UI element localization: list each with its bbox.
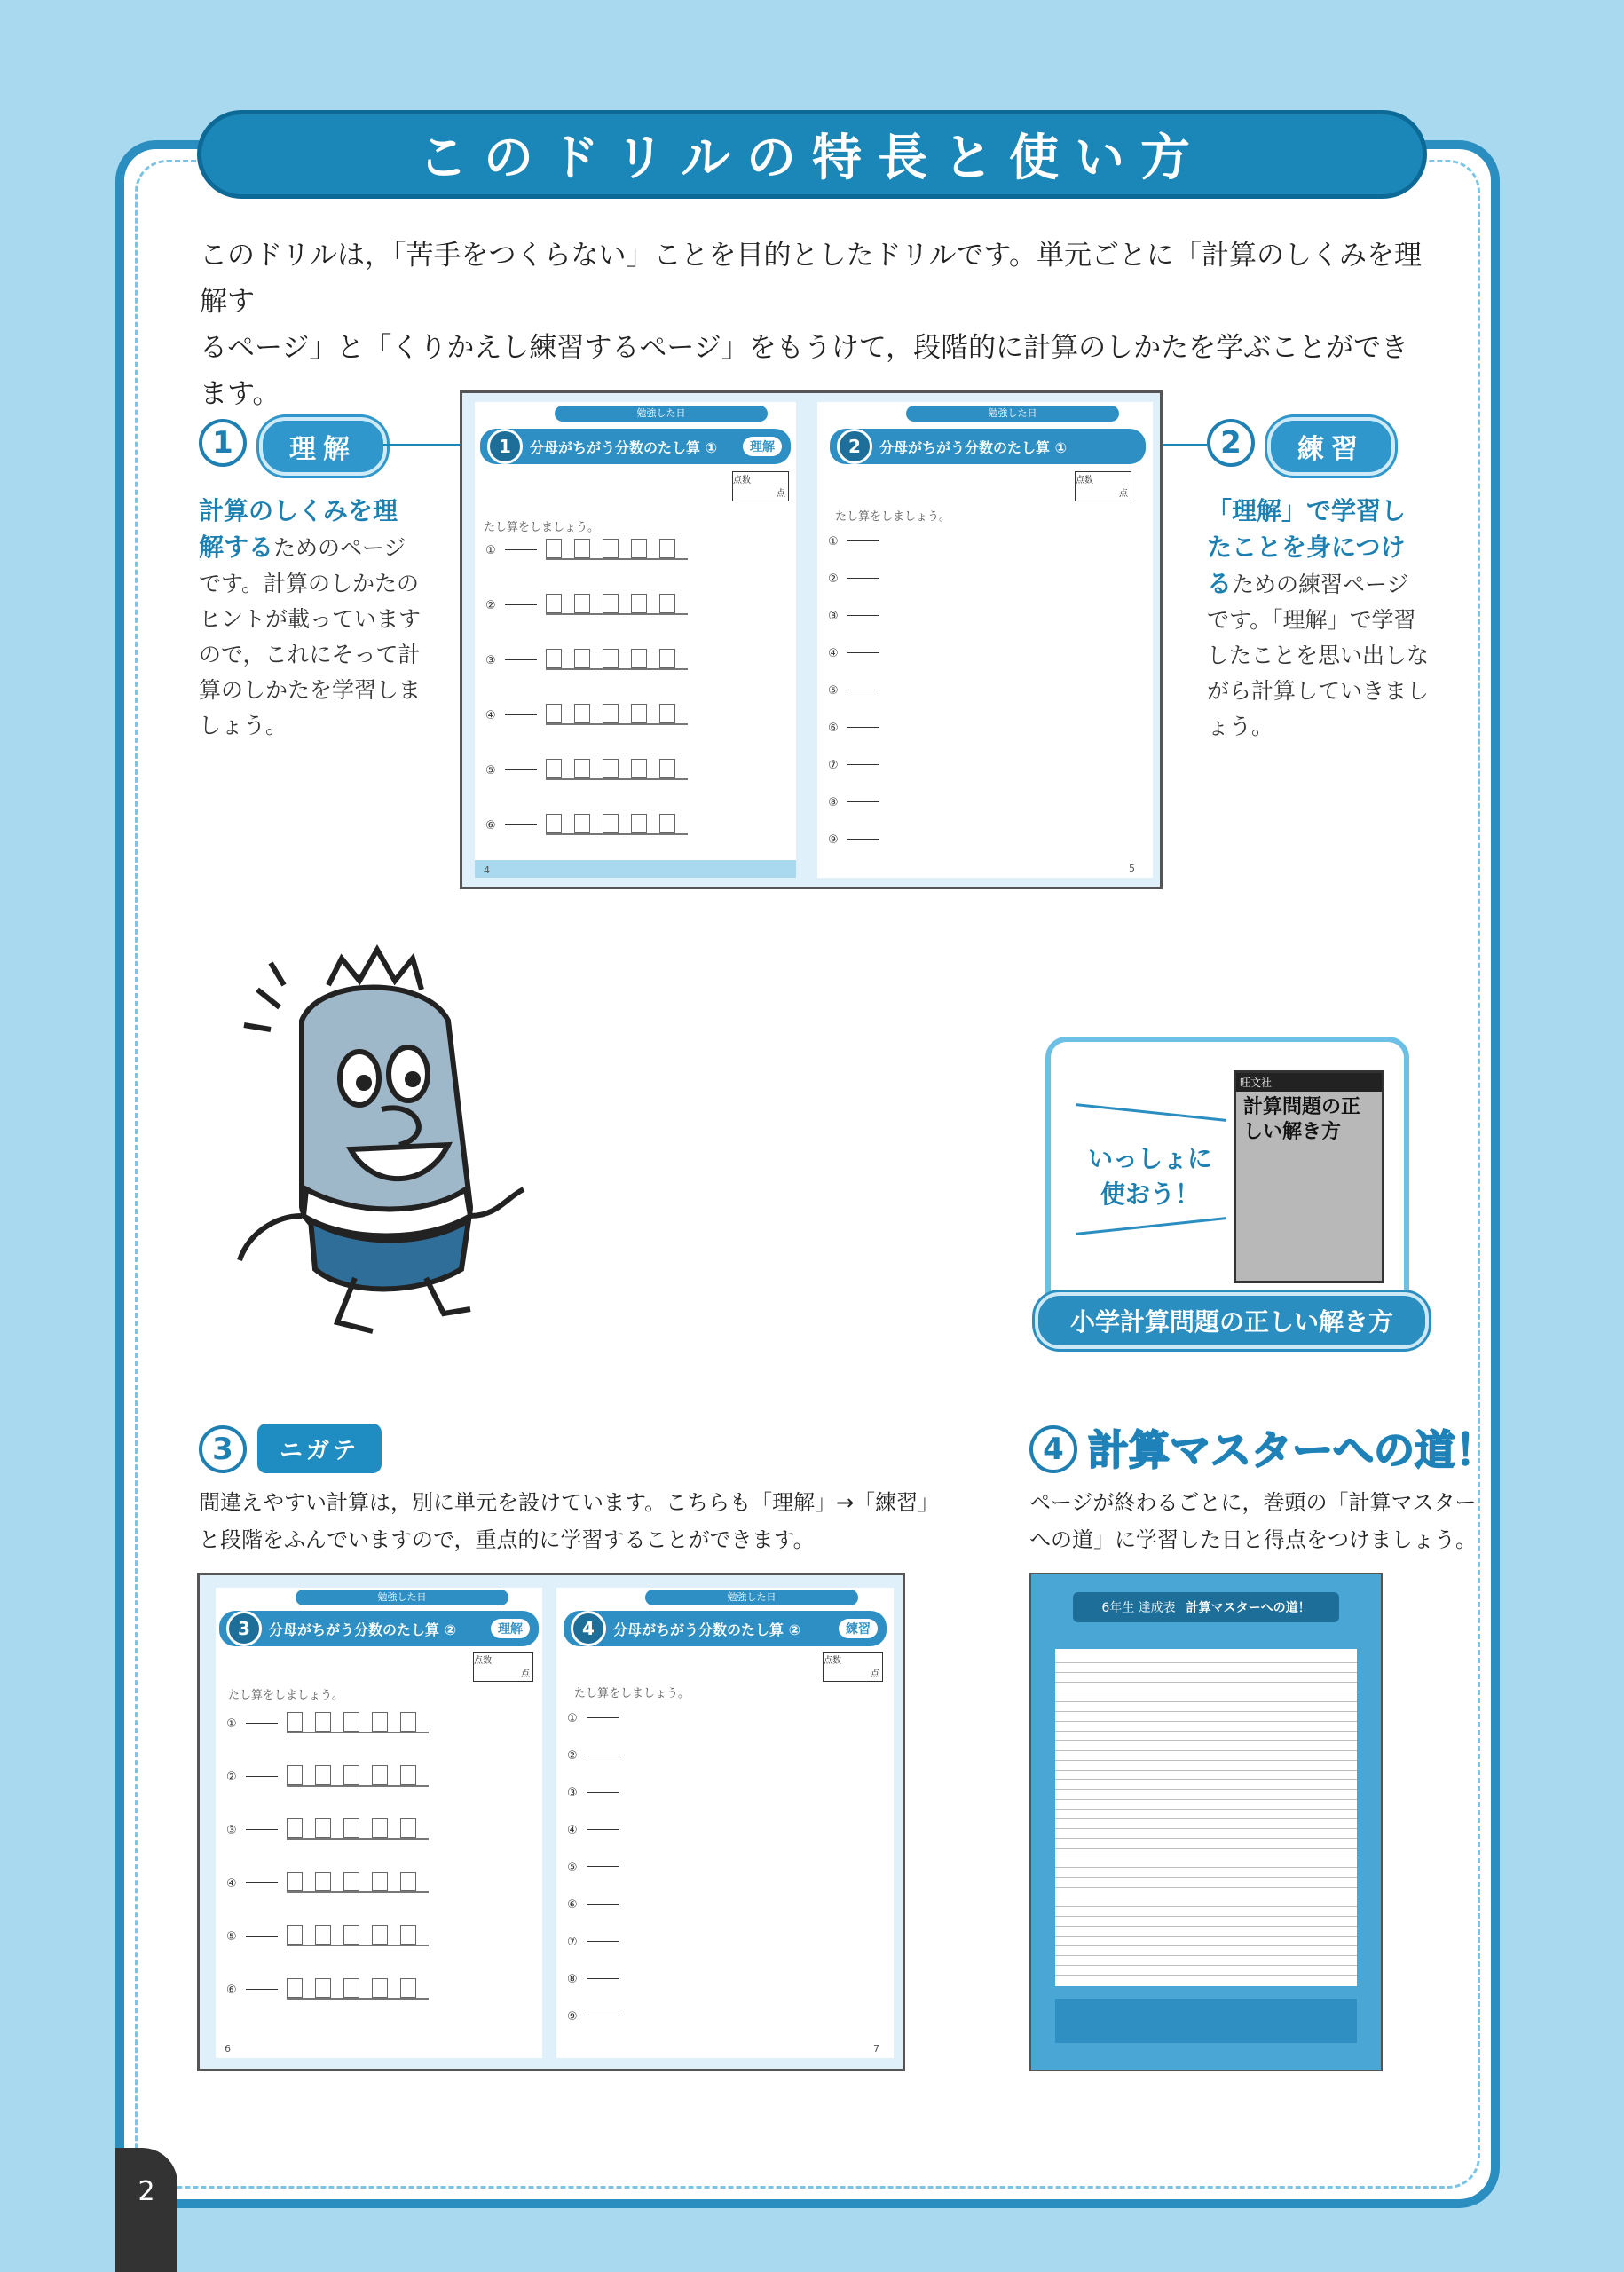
table-row-line [1055, 1887, 1357, 1888]
fraction-expression [505, 759, 540, 782]
fraction-expression [505, 704, 540, 727]
spread-1-right-page [817, 402, 1153, 878]
spread-1-left-header [480, 429, 791, 464]
section-4-description [1029, 1484, 1477, 1558]
fraction-expression [587, 1707, 622, 1730]
fraction-expression [587, 2005, 622, 2028]
table-row-line [1055, 1838, 1357, 1839]
section-2-desc-rest: ための練習ページです。「理解」で学習したことを思い出しながら計算していきましょう。 [1207, 572, 1430, 739]
fraction-expression [246, 1978, 281, 2001]
section-2-label: 練習 [1267, 417, 1395, 476]
section-3-label: ニガテ [257, 1424, 382, 1473]
fraction-expression [246, 1872, 281, 1895]
spread-1-left-title: 分母がちがう分数のたし算 ① [530, 438, 718, 456]
table-row-line [1055, 1877, 1357, 1878]
intro-line-1: このドリルは，「苦手をつくらない」ことを目的としたドリルです。単元ごとに「計算のしくみを理解す [200, 240, 1423, 318]
section-4-line2: への道」に学習した日と得点をつけましょう。 [1029, 1527, 1477, 1552]
fraction-expression [847, 716, 883, 739]
sample-spread-1 [460, 390, 1163, 889]
section-1-connector [383, 444, 472, 446]
promo-text-line2: 使おう！ [1100, 1179, 1200, 1209]
answer-boxes [546, 594, 688, 615]
fraction-expression [246, 1818, 281, 1842]
problem-number: ⑦ [828, 759, 839, 772]
spread-2-left-num: 3 [226, 1611, 262, 1646]
problem-number: ⑤ [828, 684, 839, 698]
answer-boxes [287, 1765, 429, 1787]
answer-boxes [287, 1978, 429, 2000]
problem-number: ⑧ [567, 1973, 578, 1986]
spread-2-left-score-box: 点数 点 [473, 1652, 533, 1682]
fraction-expression [505, 594, 540, 617]
spread-2-right-title: 分母がちがう分数のたし算 ② [613, 1621, 801, 1638]
promo-book-cover [1234, 1070, 1384, 1283]
fraction-expression [847, 567, 883, 590]
problem-number: ① [567, 1712, 578, 1725]
problem-number: ② [226, 1771, 237, 1784]
answer-boxes [287, 1872, 429, 1893]
problem-number: ⑥ [485, 819, 496, 832]
section-4-line1: ページが終わるごとに，巻頭の「計算マスター [1029, 1490, 1477, 1515]
table-row-line [1055, 1828, 1357, 1829]
spread-2-left-page [216, 1588, 542, 2058]
problem-number: ⑥ [226, 1984, 237, 1997]
table-row-line [1055, 1770, 1357, 1771]
spread-1-left-num: 1 [487, 429, 523, 464]
spread-2-left-tag: 理解 [491, 1619, 530, 1638]
table-row-line [1055, 1945, 1357, 1946]
table-row-line [1055, 1848, 1357, 1849]
sample-spread-2 [197, 1573, 905, 2071]
problem-number: ③ [828, 610, 839, 623]
section-1-description [199, 493, 421, 744]
fraction-expression [587, 1744, 622, 1767]
problem-number: ⑦ [567, 1936, 578, 1949]
fraction-expression [847, 679, 883, 702]
spread-1-right-instruction: たし算をしましょう。 [835, 510, 951, 524]
problem-number: ② [485, 599, 496, 612]
promo-book-title: 計算問題の正しい解き方 [1243, 1096, 1361, 1143]
spread-1-right-num: 2 [837, 429, 872, 464]
table-row-line [1055, 1936, 1357, 1937]
spread-1-left-page [475, 402, 796, 878]
problem-number: ⑥ [567, 1898, 578, 1912]
answer-boxes [546, 704, 688, 725]
table-row-line [1055, 1799, 1357, 1800]
master-chart-table [1055, 1649, 1357, 1986]
master-chart-header [1073, 1592, 1339, 1622]
fraction-expression [847, 642, 883, 665]
problem-number: ③ [567, 1787, 578, 1800]
fraction-expression [587, 1930, 622, 1953]
section-2-description [1207, 493, 1429, 745]
spread-1-left-instruction: たし算をしましょう。 [484, 521, 600, 534]
table-row-line [1055, 1916, 1357, 1917]
problem-number: ① [828, 535, 839, 548]
spread-1-right-page-no: 5 [1129, 863, 1135, 874]
problem-number: ④ [226, 1877, 237, 1890]
answer-boxes [546, 539, 688, 560]
spread-2-left-date-bar: 勉強した日 [296, 1590, 508, 1605]
problem-number: ③ [485, 654, 496, 667]
spread-1-right-header [830, 429, 1146, 464]
section-1-number: 1 [199, 419, 247, 467]
fraction-expression [246, 1765, 281, 1788]
fraction-expression [505, 649, 540, 672]
problem-number: ④ [485, 709, 496, 722]
spread-2-left-header [219, 1611, 539, 1646]
table-row-line [1055, 1760, 1357, 1761]
table-row-line [1055, 1721, 1357, 1722]
section-4-title: 計算マスターへの道！ [1088, 1426, 1496, 1474]
spread-2-left-instruction: たし算をしましょう。 [228, 1689, 344, 1702]
answer-boxes [287, 1818, 429, 1840]
problem-number: ① [226, 1717, 237, 1731]
spread-2-right-date-bar: 勉強した日 [645, 1590, 858, 1605]
master-chart-title: 計算マスターへの道！ [1186, 1601, 1311, 1615]
table-row-line [1055, 1789, 1357, 1790]
master-chart-thumbnail [1029, 1573, 1383, 2071]
spread-2-right-header [564, 1611, 887, 1646]
section-3-number: 3 [199, 1425, 247, 1473]
problem-number: ⑤ [485, 764, 496, 777]
table-row-line [1055, 1965, 1357, 1966]
spread-1-left-date-bar: 勉強した日 [555, 406, 768, 422]
fraction-expression [587, 1818, 622, 1842]
problem-number: ⑤ [567, 1861, 578, 1874]
problem-number: ② [567, 1749, 578, 1763]
section-1-label: 理解 [259, 417, 387, 476]
problem-number: ⑨ [828, 833, 839, 847]
fraction-expression [847, 791, 883, 814]
table-row-line [1055, 1701, 1357, 1702]
problem-number: ⑥ [828, 722, 839, 735]
spread-2-right-instruction: たし算をしましょう。 [574, 1687, 690, 1700]
answer-boxes [546, 649, 688, 670]
master-chart-footer [1055, 1999, 1357, 2043]
intro-line-2: るページ」と「くりかえし練習するページ」をもうけて，段階的に計算のしかたを学ぶことができます。 [200, 332, 1409, 410]
spread-2-right-num: 4 [571, 1611, 606, 1646]
section-3-line2: と段階をふんでいますので，重点的に学習することができます。 [199, 1527, 815, 1552]
table-row-line [1055, 1779, 1357, 1780]
table-row-line [1055, 1809, 1357, 1810]
table-row-line [1055, 1682, 1357, 1683]
spread-2-right-page-no: 7 [873, 2043, 879, 2055]
master-chart-head-label: 6年生 達成表 [1101, 1601, 1176, 1615]
section-2-number: 2 [1207, 419, 1255, 467]
answer-boxes [546, 814, 688, 835]
problem-number: ③ [226, 1824, 237, 1837]
answer-boxes [287, 1712, 429, 1733]
fraction-expression [587, 1968, 622, 1991]
table-row-line [1055, 1711, 1357, 1712]
promo-label: 小学計算問題の正しい解き方 [1035, 1292, 1429, 1349]
page-title: このドリルの特長と使い方 [197, 110, 1427, 199]
spread-1-left-footer: 4 [475, 860, 796, 878]
spread-2-right-score-box: 点数 点 [823, 1652, 883, 1682]
spread-1-right-title: 分母がちがう分数のたし算 ① [879, 438, 1068, 456]
fraction-expression [587, 1856, 622, 1879]
problem-number: ② [828, 572, 839, 586]
fraction-expression [847, 753, 883, 777]
spread-2-left-page-no: 6 [225, 2043, 231, 2055]
section-1-desc-bold: 計算のしくみを理解する [199, 496, 398, 562]
section-2-desc-bold: 「理解」で学習したことを身につける [1207, 496, 1407, 598]
table-row-line [1055, 1975, 1357, 1976]
spread-1-right-date-bar: 勉強した日 [906, 406, 1119, 422]
fraction-expression [587, 1781, 622, 1804]
section-1-desc-rest: ためのページです。計算のしかたのヒントが載っていますので，これにそって計算のしかたを学習しましょう。 [199, 535, 422, 738]
table-row-line [1055, 1731, 1357, 1732]
table-row-line [1055, 1672, 1357, 1673]
table-row-line [1055, 1926, 1357, 1927]
spread-1-left-score-box: 点数 点 [732, 471, 789, 501]
spread-1-left-tag: 理解 [743, 437, 782, 456]
problem-number: ⑤ [226, 1930, 237, 1944]
promo-text-line1: いっしょに [1087, 1144, 1212, 1173]
answer-boxes [546, 759, 688, 780]
problem-number: ① [485, 544, 496, 557]
spread-2-left-title: 分母がちがう分数のたし算 ② [269, 1621, 457, 1638]
fraction-expression [587, 1893, 622, 1916]
spread-1-right-score-box: 点数 点 [1075, 471, 1131, 501]
fraction-expression [246, 1712, 281, 1735]
table-row-line [1055, 1867, 1357, 1868]
table-row-line [1055, 1955, 1357, 1956]
fraction-expression [847, 828, 883, 851]
mascot-illustration [195, 923, 577, 1349]
fraction-expression [847, 604, 883, 627]
section-3-description [199, 1484, 939, 1558]
intro-text [200, 233, 1433, 417]
section-3-line1: 間違えやすい計算は，別に単元を設けています。こちらも「理解」→「練習」 [199, 1490, 940, 1515]
problem-number: ⑧ [828, 796, 839, 809]
fraction-expression [505, 814, 540, 837]
problem-number: ④ [567, 1824, 578, 1837]
problem-number: ④ [828, 647, 839, 660]
promo-text [1079, 1141, 1221, 1212]
spread-2-right-tag: 練習 [839, 1619, 878, 1638]
table-row-line [1055, 1818, 1357, 1819]
spread-2-right-page [556, 1588, 894, 2058]
section-4-number: 4 [1029, 1425, 1077, 1473]
fraction-expression [847, 530, 883, 553]
problem-number: ⑨ [567, 2010, 578, 2024]
table-row-line [1055, 1662, 1357, 1663]
table-row-line [1055, 1906, 1357, 1907]
promo-book-series: 旺文社 [1236, 1073, 1382, 1092]
page-number: 2 [115, 2148, 177, 2272]
answer-boxes [287, 1925, 429, 1946]
fraction-expression [246, 1925, 281, 1948]
fraction-expression [505, 539, 540, 562]
table-row-line [1055, 1750, 1357, 1751]
table-row-line [1055, 1740, 1357, 1741]
